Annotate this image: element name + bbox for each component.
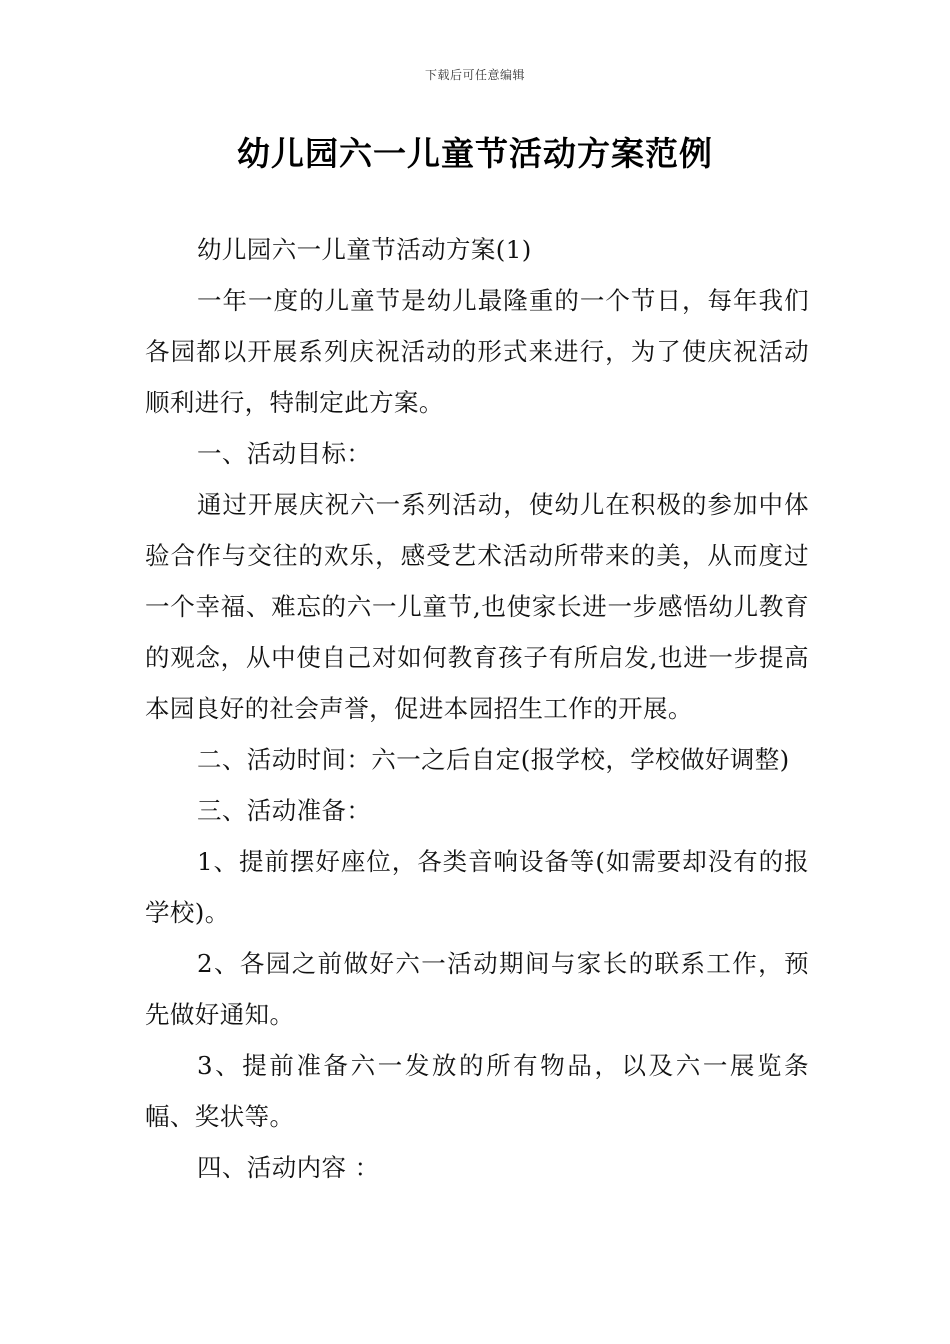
goals-paragraph: 通过开展庆祝六一系列活动，使幼儿在积极的参加中体验合作与交往的欢乐，感受艺术活动所带来的美，从而度过一个幸福、难忘的六一儿童节,也使家长进一步感悟幼儿教育的观念，从中使自己对如何教育孩子有所启发,也进一步提高本园良好的社会声誉，促进本园招生工作的开展。 — [145, 490, 809, 723]
subtitle-paragraph: 幼儿园六一儿童节活动方案(1) — [197, 235, 532, 264]
preparation-item-1: 1、提前摆好座位，各类音响设备等(如需要却没有的报学校)。 — [145, 847, 809, 927]
section-heading-goals: 一、活动目标： — [197, 439, 372, 468]
document-title: 幼儿园六一儿童节活动方案范例 — [237, 134, 713, 173]
section-heading-time: 二、活动时间：六一之后自定(报学校，学校做好调整) — [197, 745, 790, 774]
document-body — [145, 224, 809, 1193]
intro-paragraph: 一年一度的儿童节是幼儿最隆重的一个节日，每年我们各园都以开展系列庆祝活动的形式来进行，为了使庆祝活动顺利进行，特制定此方案。 — [145, 286, 809, 417]
preparation-item-2: 2、各园之前做好六一活动期间与家长的联系工作，预先做好通知。 — [145, 949, 809, 1029]
preparation-item-3: 3、提前准备六一发放的所有物品，以及六一展览条幅、奖状等。 — [145, 1051, 809, 1131]
section-heading-preparation: 三、活动准备： — [197, 796, 372, 825]
header-note: 下载后可任意编辑 — [424, 68, 525, 82]
section-heading-content: 四、活动内容 ： — [197, 1153, 380, 1182]
